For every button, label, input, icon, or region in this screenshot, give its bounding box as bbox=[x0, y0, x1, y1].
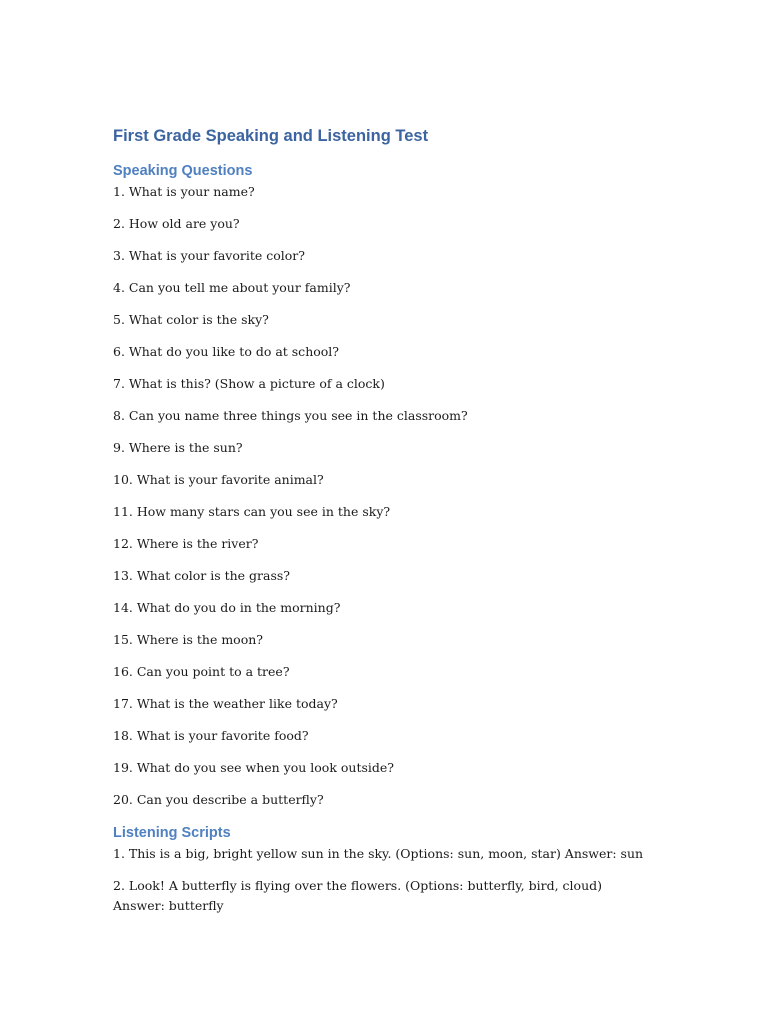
speaking-questions-list bbox=[113, 182, 653, 810]
listening-scripts-heading: Listening Scripts bbox=[113, 825, 231, 841]
speaking-question: 10. What is your favorite animal? bbox=[113, 472, 324, 487]
speaking-question: 19. What do you see when you look outside? bbox=[113, 760, 394, 775]
speaking-question: 3. What is your favorite color? bbox=[113, 248, 305, 263]
speaking-question: 14. What do you do in the morning? bbox=[113, 600, 341, 615]
speaking-question: 7. What is this? (Show a picture of a clock) bbox=[113, 376, 385, 391]
speaking-question: 12. Where is the river? bbox=[113, 536, 259, 551]
document-title: First Grade Speaking and Listening Test bbox=[113, 127, 429, 145]
speaking-question: 5. What color is the sky? bbox=[113, 312, 269, 327]
speaking-question: 18. What is your favorite food? bbox=[113, 728, 309, 743]
speaking-question: 1. What is your name? bbox=[113, 184, 255, 199]
listening-script: 1. This is a big, bright yellow sun in the sky. (Options: sun, moon, star) Answer: sun bbox=[113, 846, 644, 861]
listening-script: 2. Look! A butterfly is flying over the flowers. (Options: butterfly, bird, cloud) Answer: butterfly bbox=[113, 878, 603, 913]
document-page bbox=[113, 125, 653, 916]
speaking-question: 17. What is the weather like today? bbox=[113, 696, 338, 711]
speaking-question: 20. Can you describe a butterfly? bbox=[113, 792, 324, 807]
speaking-question: 4. Can you tell me about your family? bbox=[113, 280, 351, 295]
speaking-question: 8. Can you name three things you see in the classroom? bbox=[113, 408, 468, 423]
speaking-question: 9. Where is the sun? bbox=[113, 440, 243, 455]
speaking-question: 15. Where is the moon? bbox=[113, 632, 263, 647]
speaking-question: 13. What color is the grass? bbox=[113, 568, 290, 583]
listening-scripts-list bbox=[113, 844, 653, 916]
speaking-question: 16. Can you point to a tree? bbox=[113, 664, 290, 679]
speaking-questions-heading: Speaking Questions bbox=[113, 163, 253, 179]
speaking-question: 11. How many stars can you see in the sky? bbox=[113, 504, 391, 519]
speaking-question: 2. How old are you? bbox=[113, 216, 240, 231]
speaking-question: 6. What do you like to do at school? bbox=[113, 344, 339, 359]
